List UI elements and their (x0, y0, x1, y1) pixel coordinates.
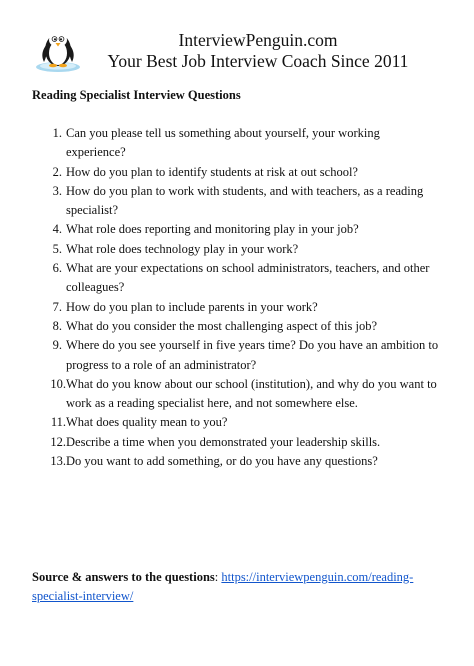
question-number: 1. (52, 126, 62, 140)
question-text: Describe a time when you demonstrated your leadership skills. (66, 434, 381, 449)
question-number: 3. (52, 183, 62, 198)
list-item (32, 317, 444, 336)
source-label: Source & answers to the questions (32, 570, 215, 584)
document-title: Reading Specialist Interview Questions (32, 88, 241, 102)
question-list (32, 124, 444, 471)
list-item (32, 433, 444, 452)
question-number: 9. (52, 338, 62, 353)
list-item (32, 220, 444, 239)
source-note (32, 568, 444, 607)
question-text: What do you consider the most challenging aspect of this job? (66, 318, 378, 333)
site-name: InterviewPenguin.com (178, 30, 338, 50)
list-item (32, 298, 444, 317)
question-text: What role does reporting and monitoring play in your job? (66, 222, 359, 237)
list-item (32, 240, 444, 259)
question-text: What role does technology play in your work? (66, 241, 299, 256)
question-text: What do you know about our school (institution), and why do you want to work as a reading specialist here, and not somewhere else. (66, 376, 437, 411)
question-text: What does quality mean to you? (66, 415, 228, 430)
question-number: 10. (50, 376, 66, 391)
list-item (32, 375, 444, 414)
question-number: 13. (50, 454, 66, 469)
penguin-icon (32, 22, 84, 74)
list-item (32, 124, 444, 163)
question-number: 11. (50, 415, 66, 430)
question-text: Where do you see yourself in five years time? Do you have an ambition to progress to a role of an administrator? (66, 338, 439, 372)
list-item (32, 413, 444, 432)
list-item (32, 452, 444, 471)
question-number: 8. (52, 318, 62, 333)
list-item (32, 336, 444, 375)
question-number: 5. (52, 241, 62, 256)
question-number: 12. (50, 434, 66, 449)
list-item (32, 163, 444, 182)
question-number: 4. (52, 222, 62, 237)
source-separator: : (214, 570, 222, 584)
source-link[interactable]: https://interviewpenguin.com/reading- specialist-interview/ (32, 570, 414, 604)
question-text: How do you plan to work with students, and with teachers, as a reading specialist? (66, 183, 424, 218)
question-text: Can you please tell us something about yourself, your working experience? (66, 126, 380, 160)
site-tagline: Your Best Job Interview Coach Since 2011 (107, 51, 409, 71)
question-text: What are your expectations on school administrators, teachers, and other colleagues? (66, 261, 430, 295)
question-text: Do you want to add something, or do you have any questions? (66, 454, 378, 469)
question-text: How do you plan to include parents in your work? (66, 299, 318, 314)
list-item (32, 182, 444, 221)
question-text: How do you plan to identify students at risk at out school? (66, 164, 358, 179)
question-number: 6. (52, 261, 62, 276)
question-number: 7. (52, 299, 62, 314)
list-item (32, 259, 444, 298)
question-number: 2. (52, 164, 62, 179)
